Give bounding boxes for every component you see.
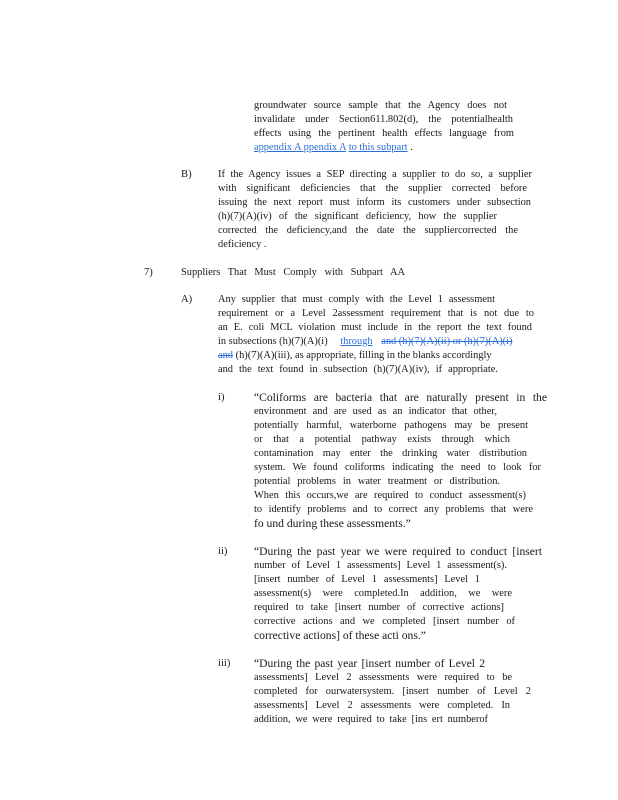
inserted-text[interactable]: through [340, 336, 373, 347]
text-line [254, 141, 413, 154]
period: . [410, 142, 413, 153]
text-line: When this occurs,we are required to conduct assessment(s) [254, 490, 526, 501]
section-heading: Suppliers That Must Comply with Subpart AA [181, 267, 405, 278]
text-line: Any supplier that must comply with the Level 1 assessment [218, 294, 495, 305]
text-line: invalidate under Section611.802(d), the potentialhealth [254, 114, 513, 125]
inserted-text[interactable]: to this subpart [348, 142, 408, 153]
text-line: potentially harmful, waterborne pathogens may be present [254, 420, 528, 431]
text-line: corrective actions and we completed [insert number of [254, 616, 515, 627]
text-line: addition, we were required to take [ins ert numberof [254, 714, 488, 725]
text-line: or that a potential pathway exists through which [254, 434, 510, 445]
text-line: and the text found in subsection (h)(7)(A)(iv), if appropriate. [218, 364, 498, 375]
text-line [218, 349, 492, 362]
text-line [218, 335, 512, 348]
text-line: “During the past year we were required to conduct [insert [254, 545, 542, 558]
item-marker: 7) [144, 267, 153, 278]
text-line: issuing the next report must inform its customers under subsection [218, 197, 531, 208]
text-line: completed for ourwatersystem. [insert number of Level 2 [254, 686, 531, 697]
text-line: “Coliforms are bacteria that are naturally present in the [254, 391, 547, 404]
item-marker: iii) [218, 658, 231, 669]
text-line: requirement or a Level 2assessment requirement that is not due to [218, 308, 534, 319]
text-line: corrective actions] of these acti ons.” [254, 629, 426, 642]
inserted-text[interactable]: appendix A ppendix A [254, 142, 347, 153]
text-line: corrected the deficiency,and the date the suppliercorrected the [218, 225, 518, 236]
text-line: assessments] Level 2 assessments were completed. In [254, 700, 510, 711]
deleted-text: and [218, 350, 234, 361]
deleted-text: and (h)(7)(A)(ii) or (h)(7)(A)(i) [381, 336, 513, 347]
text-line: If the Agency issues a SEP directing a supplier to do so, a supplier [218, 169, 532, 180]
text-line: groundwater source sample that the Agency does not [254, 100, 507, 111]
text-line: assessments] Level 2 assessments were required to be [254, 672, 512, 683]
text-line: environment and are used as an indicator that other, [254, 406, 497, 417]
text-line: system. We found coliforms indicating the need to look for [254, 462, 541, 473]
text-line: an E. coli MCL violation must include in the report the text found [218, 322, 532, 333]
text-line: with significant deficiencies that the supplier corrected before [218, 183, 527, 194]
item-marker: A) [181, 294, 193, 305]
text-line: number of Level 1 assessments] Level 1 assessment(s). [254, 560, 507, 571]
item-marker: ii) [218, 546, 228, 557]
text-run: in subsections (h)(7)(A)(i) [218, 336, 328, 347]
text-line: contamination may enter the drinking water distribution [254, 448, 527, 459]
text-line: deficiency . [218, 239, 267, 250]
item-marker: i) [218, 392, 225, 403]
text-line: potential problems in water treatment or distribution. [254, 476, 500, 487]
text-line: to identify problems and to correct any problems that were [254, 504, 533, 515]
text-line: “During the past year [insert number of Level 2 [254, 657, 485, 670]
text-line: (h)(7)(A)(iv) of the significant deficiency, how the supplier [218, 211, 497, 222]
text-line: effects using the pertinent health effects language from [254, 128, 514, 139]
text-line: assessment(s) were completed.In addition, we were [254, 588, 512, 599]
text-line: required to take [insert number of corrective actions] [254, 602, 504, 613]
item-marker: B) [181, 169, 192, 180]
text-run: (h)(7)(A)(iii), as appropriate, filling in the blanks accordingly [235, 350, 492, 361]
text-line: fo und during these assessments.” [254, 517, 411, 530]
text-line: [insert number of Level 1 assessments] Level 1 [254, 574, 480, 585]
